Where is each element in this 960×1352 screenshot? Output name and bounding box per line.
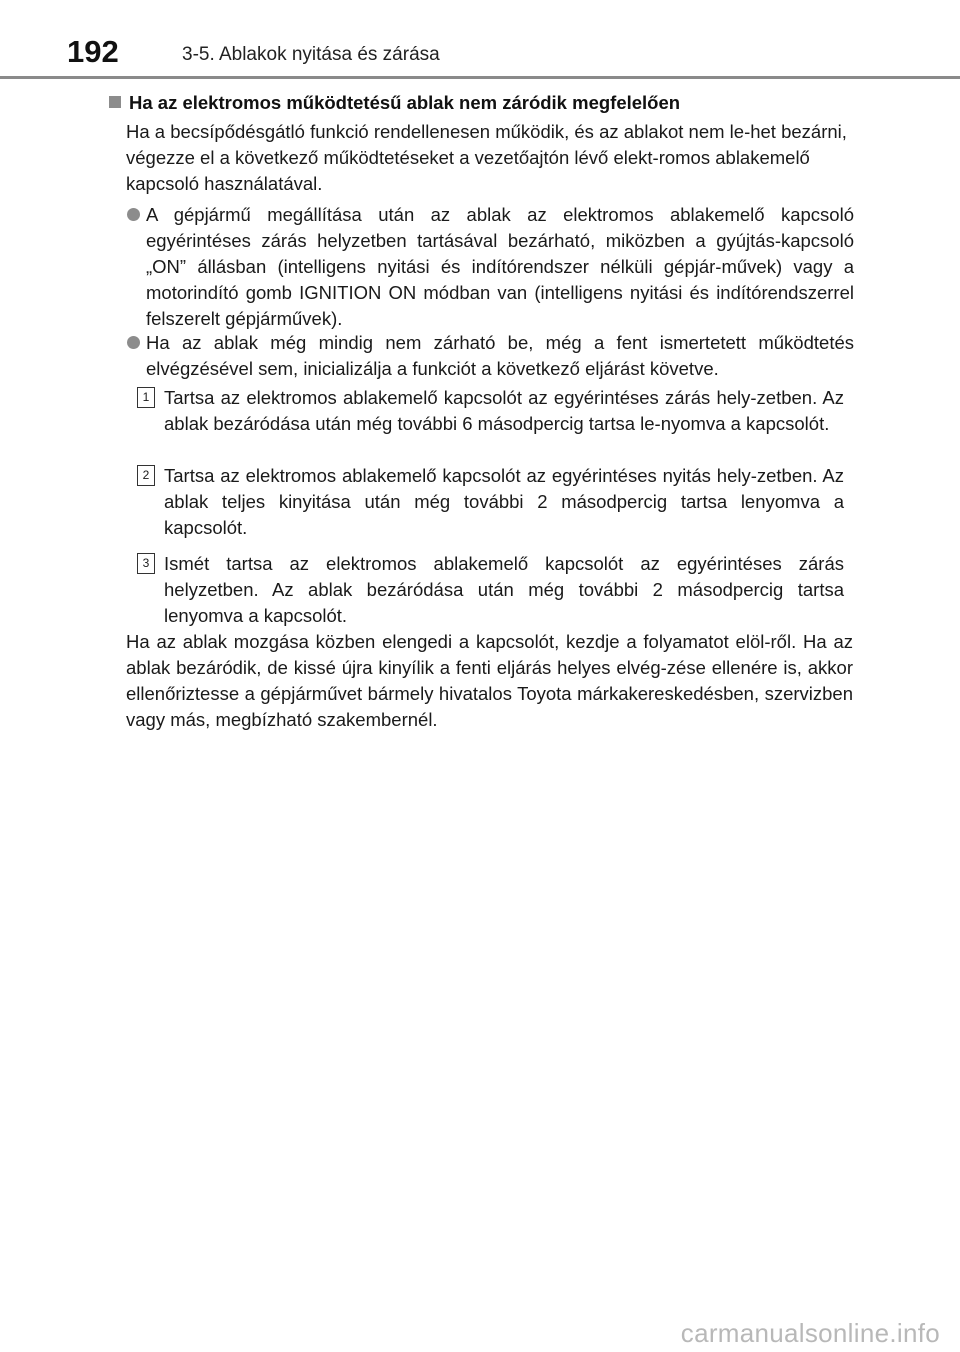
chapter-title: 3-5. Ablakok nyitása és zárása (182, 44, 440, 65)
header-divider (0, 76, 960, 79)
section-heading-text: Ha az elektromos működtetésű ablak nem záródik megfelelően (129, 92, 681, 113)
step-number-box: 1 (137, 387, 155, 408)
step-text: Tartsa az elektromos ablakemelő kapcsolót az egyérintéses zárás hely-zetben. Az ablak bezáródása után még további 6 másodpercig tartsa le-nyomva a kapcsolót. (164, 387, 844, 434)
page-number: 192 (67, 34, 119, 69)
step-text: Ismét tartsa az elektromos ablakemelő kapcsolót az egyérintéses zárás helyzetben. Az ablak bezáródása után még további 2 másodpercig tartsa lenyomva a kapcsolót. (164, 553, 844, 626)
circle-bullet-icon (127, 336, 140, 349)
watermark: carmanualsonline.info (680, 1318, 940, 1348)
page-header (0, 0, 960, 80)
step-number-box: 3 (137, 553, 155, 574)
bullet-text: A gépjármű megállítása után az ablak az elektromos ablakemelő kapcsoló egyérintéses zárás helyzetben tartásával bezárható, miközben a gyújtás-kapcsoló „ON” állásban (intelligens nyitási és indítórendszer nélküli gépjár-művek) vagy a motorindító gomb IGNITION ON módban van (intelligens nyitási és indítórendszerrel felszerelt gépjárművek). (146, 204, 854, 329)
bullet-text: Ha az ablak még mindig nem zárható be, még a fent ismertetett működtetés elvégzésével sem, inicializálja a funkciót a következő eljárást követve. (146, 332, 854, 379)
circle-bullet-icon (127, 208, 140, 221)
section-heading (109, 90, 869, 116)
closing-paragraph: Ha az ablak mozgása közben elengedi a kapcsolót, kezdje a folyamatot elöl-ről. Ha az ablak bezáródik, de kissé újra kinyílik a fenti eljárás helyes elvég-zése ellenére is, akkor ellenőriztesse a gépjárművet bármely hivatalos Toyota márkakereskedésben, szervizben vagy más, megbízható szakembernél. (126, 631, 853, 730)
intro-paragraph: Ha a becsípődésgátló funkció rendellenesen működik, és az ablakot nem le-het bezárni, végezze el a következő működtetéseket a vezetőajtón lévő elekt-romos ablakemelő kapcsoló használatával. (126, 121, 847, 194)
step-number-box: 2 (137, 465, 155, 486)
step-text: Tartsa az elektromos ablakemelő kapcsolót az egyérintéses nyitás hely-zetben. Az ablak teljes kinyitása után még további 2 másodpercig tartsa lenyomva a kapcsolót. (164, 465, 844, 538)
square-bullet-icon (109, 96, 121, 108)
